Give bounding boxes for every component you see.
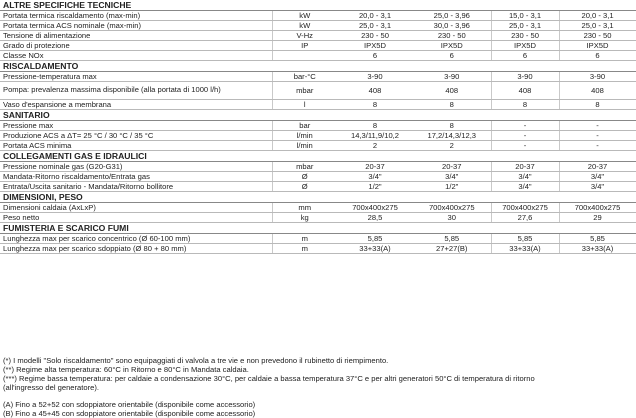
spec-value-model-1: 20-37 xyxy=(337,162,413,172)
footnotes xyxy=(3,356,635,418)
spec-value-model-3: IPX5D xyxy=(491,41,559,51)
spec-unit: V-Hz xyxy=(272,31,337,41)
spec-row xyxy=(0,182,636,192)
spec-label: Pressione max xyxy=(0,121,272,131)
spec-row xyxy=(0,172,636,182)
spec-label: Pressione nominale gas (G20-G31) xyxy=(0,162,272,172)
spec-label: Peso netto xyxy=(0,213,272,223)
spec-value-model-2: 6 xyxy=(413,51,491,61)
spec-value-model-3: 3-90 xyxy=(491,72,559,82)
spec-value-model-2: 25,0 - 3,96 xyxy=(413,11,491,21)
spec-value-model-2: 3-90 xyxy=(413,72,491,82)
spec-value-model-4: - xyxy=(559,141,636,151)
spec-row xyxy=(0,131,636,141)
spec-row xyxy=(0,100,636,110)
section-title: ALTRE SPECIFICHE TECNICHE xyxy=(0,0,636,11)
section-title: DIMENSIONI, PESO xyxy=(0,192,636,203)
spec-value-model-2: 1/2" xyxy=(413,182,491,192)
footnote-line: (all'ingresso del generatore). xyxy=(3,383,100,392)
spec-row xyxy=(0,82,636,100)
spec-value-model-3: - xyxy=(491,131,559,141)
spec-value-model-4: 33+33(A) xyxy=(559,244,636,254)
spec-value-model-2: 5,85 xyxy=(413,234,491,244)
section-title: COLLEGAMENTI GAS E IDRAULICI xyxy=(0,151,636,162)
spec-value-model-1: 700x400x275 xyxy=(337,203,413,213)
spec-label: Vaso d'espansione a membrana xyxy=(0,100,272,110)
spec-value-model-1: 6 xyxy=(337,51,413,61)
spec-value-model-2: 17,2/14,3/12,3 xyxy=(413,131,491,141)
spec-row xyxy=(0,72,636,82)
spec-value-model-1: 25,0 - 3,1 xyxy=(337,21,413,31)
spec-value-model-3: 33+33(A) xyxy=(491,244,559,254)
spec-value-model-1: 2 xyxy=(337,141,413,151)
spec-label: Lunghezza max per scarico concentrico (Ø 60-100 mm) xyxy=(0,234,272,244)
spec-label: Portata termica ACS nominale (max-min) xyxy=(0,21,272,31)
spec-label: Pressione-temperatura max xyxy=(0,72,272,82)
spec-unit: mbar xyxy=(272,82,337,100)
section-header-row xyxy=(0,110,636,121)
spec-row xyxy=(0,21,636,31)
spec-unit: l/min xyxy=(272,141,337,151)
spec-value-model-1: 14,3/11,9/10,2 xyxy=(337,131,413,141)
spec-value-model-4: 230 - 50 xyxy=(559,31,636,41)
spec-unit: bar-°C xyxy=(272,72,337,82)
footnote-line: (*) I modelli "Solo riscaldamento" sono equipaggiati di valvola a tre vie e non prevedono il rubinetto di riempimento. xyxy=(3,356,389,365)
spec-value-model-4: 20-37 xyxy=(559,162,636,172)
spec-row xyxy=(0,203,636,213)
spec-value-model-4: 700x400x275 xyxy=(559,203,636,213)
spec-value-model-3: 408 xyxy=(491,82,559,100)
spec-value-model-4: 20,0 - 3,1 xyxy=(559,11,636,21)
spec-unit: Ø xyxy=(272,172,337,182)
spec-label: Pompa: prevalenza massima disponibile (alla portata di 1000 l/h) xyxy=(0,82,272,100)
section-title: SANITARIO xyxy=(0,110,636,121)
spec-value-model-4: 6 xyxy=(559,51,636,61)
spec-value-model-4: 3-90 xyxy=(559,72,636,82)
spec-row xyxy=(0,213,636,223)
spec-value-model-1: 8 xyxy=(337,100,413,110)
footnote-line xyxy=(3,392,635,400)
spec-value-model-1: 230 - 50 xyxy=(337,31,413,41)
spec-unit: mbar xyxy=(272,162,337,172)
spec-value-model-4: 5,85 xyxy=(559,234,636,244)
spec-value-model-4: - xyxy=(559,121,636,131)
spec-value-model-1: 3-90 xyxy=(337,72,413,82)
spec-value-model-1: 33+33(A) xyxy=(337,244,413,254)
spec-value-model-4: 25,0 - 3,1 xyxy=(559,21,636,31)
section-title: RISCALDAMENTO xyxy=(0,61,636,72)
spec-row xyxy=(0,234,636,244)
spec-label: Grado di protezione xyxy=(0,41,272,51)
spec-value-model-3: 6 xyxy=(491,51,559,61)
spec-row xyxy=(0,51,636,61)
spec-value-model-1: 5,85 xyxy=(337,234,413,244)
spec-value-model-4: - xyxy=(559,131,636,141)
spec-value-model-3: - xyxy=(491,141,559,151)
spec-value-model-1: 28,5 xyxy=(337,213,413,223)
spec-row xyxy=(0,162,636,172)
spec-value-model-3: - xyxy=(491,121,559,131)
spec-value-model-1: 8 xyxy=(337,121,413,131)
spec-value-model-2: 230 - 50 xyxy=(413,31,491,41)
spec-value-model-2: 2 xyxy=(413,141,491,151)
spec-unit: IP xyxy=(272,41,337,51)
spec-label: Produzione ACS a ΔT= 25 °C / 30 °C / 35 °C xyxy=(0,131,272,141)
spec-value-model-1: 1/2" xyxy=(337,182,413,192)
spec-label: Lunghezza max per scarico sdoppiato (Ø 80 + 80 mm) xyxy=(0,244,272,254)
spec-value-model-4: 8 xyxy=(559,100,636,110)
footnote-line: (B) Fino a 45+45 con sdoppiatore orientabile (disponibile come accessorio) xyxy=(3,409,256,418)
spec-unit xyxy=(272,51,337,61)
spec-value-model-2: 408 xyxy=(413,82,491,100)
spec-label: Dimensioni caldaia (AxLxP) xyxy=(0,203,272,213)
section-header-row xyxy=(0,61,636,72)
spec-value-model-2: 30,0 - 3,96 xyxy=(413,21,491,31)
spec-value-model-2: 3/4" xyxy=(413,172,491,182)
spec-value-model-1: IPX5D xyxy=(337,41,413,51)
spec-unit: kW xyxy=(272,11,337,21)
spec-row xyxy=(0,31,636,41)
spec-label: Tensione di alimentazione xyxy=(0,31,272,41)
spec-unit: l xyxy=(272,100,337,110)
spec-value-model-3: 20-37 xyxy=(491,162,559,172)
spec-value-model-4: 3/4" xyxy=(559,182,636,192)
spec-unit: bar xyxy=(272,121,337,131)
spec-unit: m xyxy=(272,234,337,244)
spec-value-model-3: 3/4" xyxy=(491,172,559,182)
spec-unit: Ø xyxy=(272,182,337,192)
spec-value-model-2: 30 xyxy=(413,213,491,223)
spec-row xyxy=(0,41,636,51)
section-header-row xyxy=(0,0,636,11)
spec-row xyxy=(0,121,636,131)
spec-value-model-1: 408 xyxy=(337,82,413,100)
spec-value-model-3: 25,0 - 3,1 xyxy=(491,21,559,31)
spec-value-model-4: IPX5D xyxy=(559,41,636,51)
spec-value-model-1: 20,0 - 3,1 xyxy=(337,11,413,21)
spec-value-model-3: 8 xyxy=(491,100,559,110)
spec-row xyxy=(0,141,636,151)
spec-value-model-3: 27,6 xyxy=(491,213,559,223)
spec-value-model-4: 3/4" xyxy=(559,172,636,182)
spec-value-model-4: 29 xyxy=(559,213,636,223)
spec-value-model-3: 15,0 - 3,1 xyxy=(491,11,559,21)
spec-value-model-2: 700x400x275 xyxy=(413,203,491,213)
section-header-row xyxy=(0,192,636,203)
spec-value-model-2: 8 xyxy=(413,121,491,131)
spec-unit: l/min xyxy=(272,131,337,141)
spec-unit: m xyxy=(272,244,337,254)
section-header-row xyxy=(0,151,636,162)
section-title: FUMISTERIA E SCARICO FUMI xyxy=(0,223,636,234)
spec-value-model-1: 3/4" xyxy=(337,172,413,182)
spec-value-model-3: 5,85 xyxy=(491,234,559,244)
spec-value-model-2: 8 xyxy=(413,100,491,110)
spec-row xyxy=(0,11,636,21)
spec-row xyxy=(0,244,636,254)
spec-label: Mandata-Ritorno riscaldamento/Entrata gas xyxy=(0,172,272,182)
spec-value-model-3: 700x400x275 xyxy=(491,203,559,213)
spec-label: Classe NOx xyxy=(0,51,272,61)
spec-value-model-3: 3/4" xyxy=(491,182,559,192)
footnote-line: (***) Regime bassa temperatura: per caldaie a condensazione 30°C, per caldaie a bassa temperatura 37°C e per altri generatori 50°C di temperatura di ritorno xyxy=(3,374,535,383)
spec-label: Entrata/Uscita sanitario - Mandata/Ritorno bollitore xyxy=(0,182,272,192)
spec-value-model-4: 408 xyxy=(559,82,636,100)
spec-value-model-2: 20-37 xyxy=(413,162,491,172)
spec-unit: kg xyxy=(272,213,337,223)
section-header-row xyxy=(0,223,636,234)
footnote-line: (A) Fino a 52+52 con sdoppiatore orientabile (disponibile come accessorio) xyxy=(3,400,256,409)
spec-value-model-2: 27+27(B) xyxy=(413,244,491,254)
spec-unit: mm xyxy=(272,203,337,213)
spec-label: Portata termica riscaldamento (max-min) xyxy=(0,11,272,21)
spec-value-model-2: IPX5D xyxy=(413,41,491,51)
spec-label: Portata ACS minima xyxy=(0,141,272,151)
footnote-line: (**) Regime alta temperatura: 60°C in Ritorno e 80°C in Mandata caldaia. xyxy=(3,365,249,374)
spec-unit: kW xyxy=(272,21,337,31)
spec-value-model-3: 230 - 50 xyxy=(491,31,559,41)
